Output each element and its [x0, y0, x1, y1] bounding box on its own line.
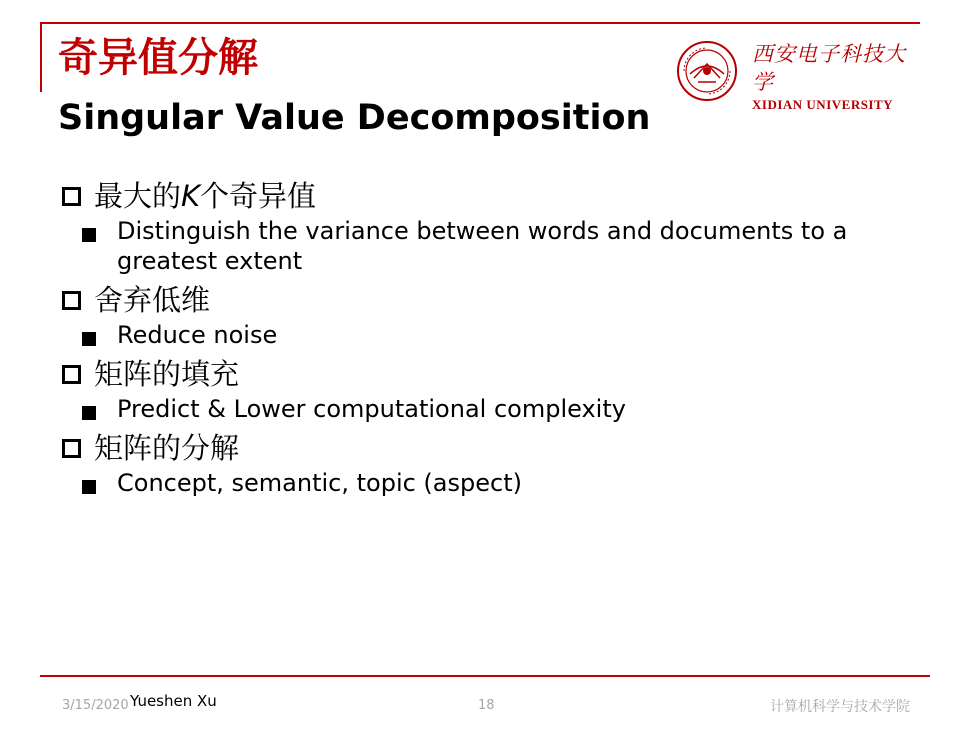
university-seal-icon — [676, 40, 738, 102]
filled-square-bullet-icon — [82, 480, 96, 494]
sub-bullet-item — [82, 468, 932, 498]
hollow-square-bullet-icon — [62, 291, 81, 310]
header-rule — [40, 22, 920, 24]
bullet-item — [62, 280, 932, 320]
slide-title-en: Singular Value Decomposition — [58, 98, 651, 138]
slide-title-cn: 奇异值分解 — [58, 35, 258, 81]
footer-date: 3/15/2020 — [62, 698, 129, 713]
university-logo — [752, 40, 927, 114]
university-name-cn: 西安电子科技大学 — [752, 42, 906, 94]
hollow-square-bullet-icon — [62, 187, 81, 206]
bullet-item — [62, 176, 932, 216]
filled-square-bullet-icon — [82, 406, 96, 420]
bullet-text: 矩阵的分解 — [94, 431, 240, 465]
filled-square-bullet-icon — [82, 228, 96, 242]
sub-bullet-text: Distinguish the variance between words and documents to a greatest extent — [117, 217, 848, 275]
header-side-rule — [40, 22, 42, 92]
footer-author: Yueshen Xu — [130, 692, 217, 710]
hollow-square-bullet-icon — [62, 365, 81, 384]
bullet-text: 最大的K个奇异值 — [94, 179, 317, 213]
bullet-list — [62, 176, 932, 498]
bullet-item — [62, 354, 932, 394]
sub-bullet-item — [82, 216, 932, 276]
sub-bullet-item — [82, 320, 932, 350]
sub-bullet-item — [82, 394, 932, 424]
page-number: 18 — [478, 698, 495, 713]
footer-department: 计算机科学与技术学院 — [770, 699, 910, 715]
university-name-en: XIDIAN UNIVERSITY — [752, 97, 894, 112]
sub-bullet-text: Reduce noise — [117, 321, 278, 349]
bullet-text: 舍弃低维 — [94, 283, 211, 317]
bullet-text: 矩阵的填充 — [94, 357, 240, 391]
sub-bullet-text: Concept, semantic, topic (aspect) — [117, 469, 522, 497]
filled-square-bullet-icon — [82, 332, 96, 346]
sub-bullet-text: Predict & Lower computational complexity — [117, 395, 626, 423]
bullet-item — [62, 428, 932, 468]
footer-rule — [40, 675, 930, 677]
hollow-square-bullet-icon — [62, 439, 81, 458]
